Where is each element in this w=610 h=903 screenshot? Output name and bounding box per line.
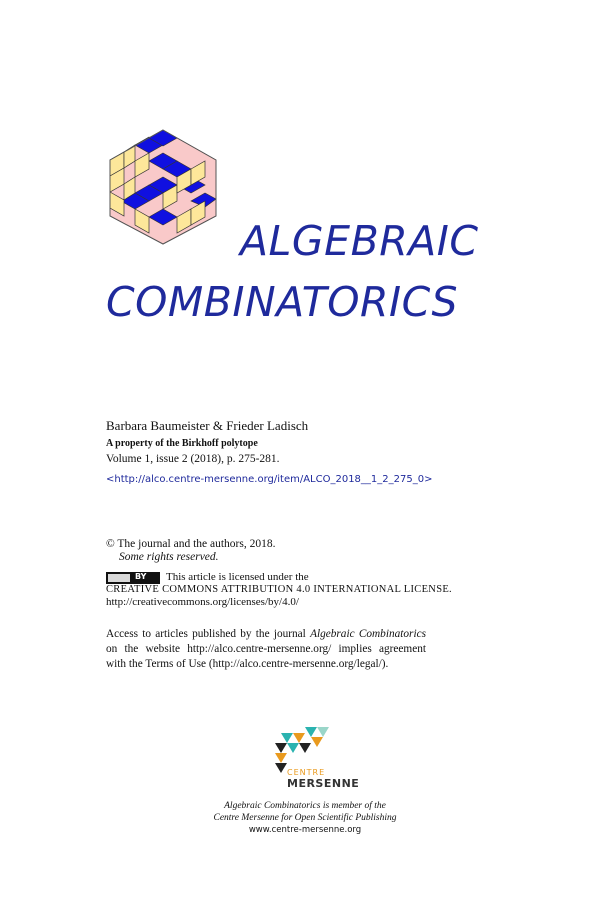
article-volume: Volume 1, issue 2 (2018), p. 275-281. (106, 453, 280, 465)
journal-title-line2: COMBINATORICS (106, 278, 459, 326)
member-line-1: Algebraic Combinatorics is member of the (224, 801, 386, 811)
journal-cube-logo-icon (106, 128, 220, 246)
license-intro: This article is licensed under the (166, 571, 309, 583)
cc-icon (108, 574, 130, 582)
access-text-2: on the website http://alco.centre-mersenne.org/ implies agreement with the Terms of Use (http://alco.centre-mersenne.org/legal/). (106, 643, 426, 670)
license-name-link[interactable]: CREATIVE COMMONS ATTRIBUTION 4.0 INTERNATIONAL LICENSE. (106, 584, 452, 595)
license-url[interactable]: http://creativecommons.org/licenses/by/4.0/ (106, 596, 299, 608)
copyright-line: © The journal and the authors, 2018. (106, 538, 276, 550)
rights-line: Some rights reserved. (119, 551, 219, 563)
access-notice (106, 627, 426, 672)
copyright-notice (106, 538, 276, 564)
publisher-website-link[interactable]: www.centre-mersenne.org (248, 825, 362, 835)
access-text-1: Access to articles published by the journal (106, 628, 306, 640)
centre-label: CENTRE (287, 768, 326, 777)
article-url-link[interactable]: <http://alco.centre-mersenne.org/item/ALCO_2018__1_2_275_0> (106, 474, 433, 485)
cc-by-icon[interactable] (106, 572, 160, 584)
journal-title-line1: ALGEBRAIC (240, 217, 479, 265)
article-title: A property of the Birkhoff polytope (106, 438, 258, 449)
mersenne-label: MERSENNE (287, 777, 360, 790)
article-authors: Barbara Baumeister & Frieder Ladisch (106, 418, 309, 433)
access-journal-name: Algebraic Combinatorics (310, 628, 427, 640)
cc-by-label: BY (135, 572, 147, 581)
member-line-2: Centre Mersenne for Open Scientific Publishing (213, 813, 397, 823)
